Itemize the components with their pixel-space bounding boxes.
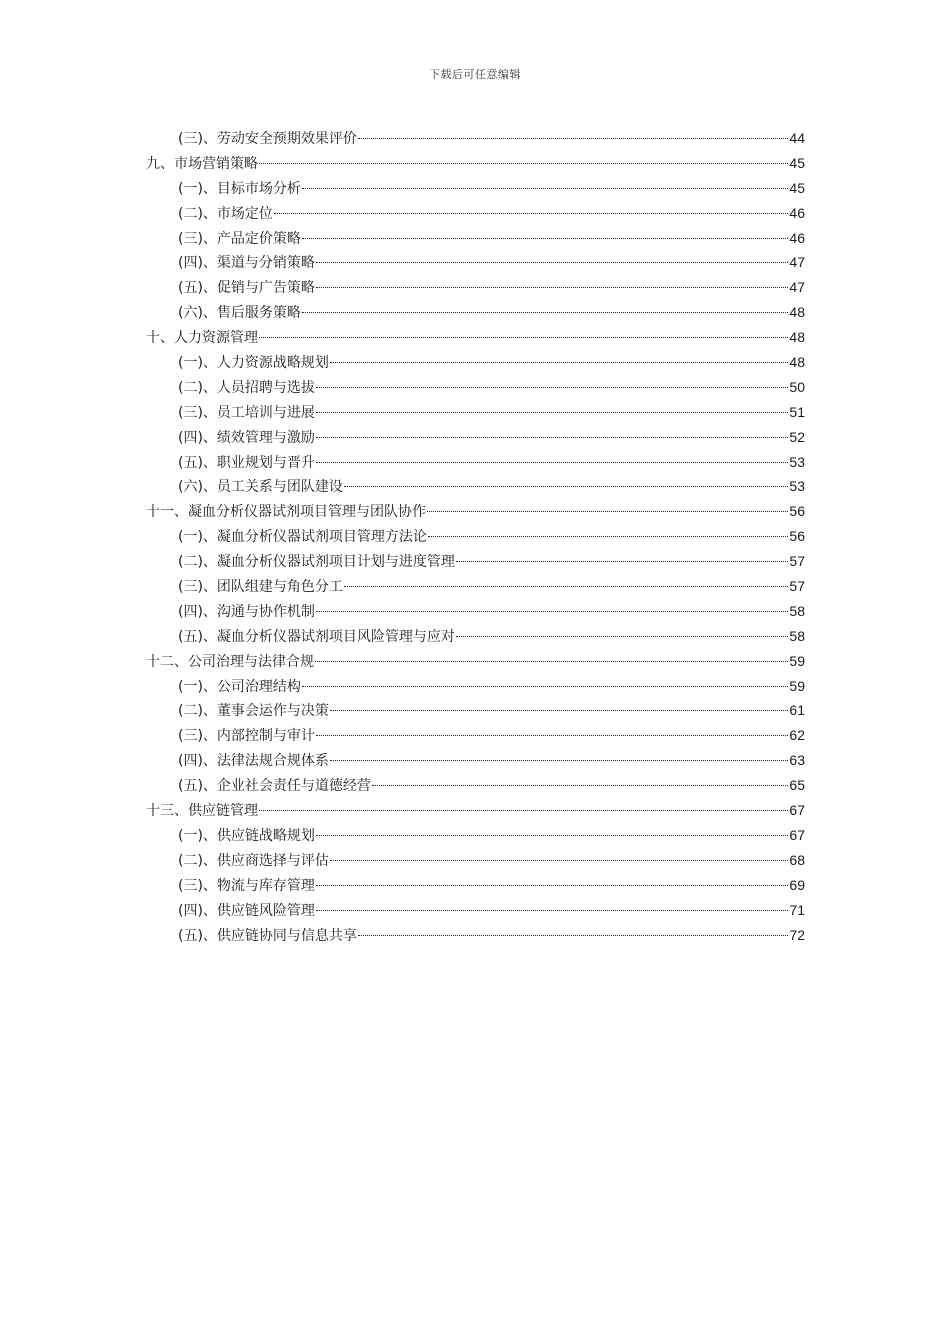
toc-chapter-entry[interactable]	[146, 151, 805, 176]
toc-section-entry[interactable]	[146, 873, 805, 898]
toc-entry-title: (六)、员工关系与团队建设	[178, 479, 343, 496]
toc-dot-leader	[316, 262, 788, 263]
toc-entry-page-number: 71	[789, 901, 805, 918]
toc-section-entry[interactable]	[146, 624, 805, 649]
toc-dot-leader	[427, 511, 788, 512]
toc-entry-page-number: 53	[789, 478, 805, 495]
toc-entry-title: 九、市场营销策略	[146, 155, 258, 172]
toc-entry-title: (二)、董事会运作与决策	[178, 703, 329, 720]
toc-dot-leader	[302, 188, 788, 189]
toc-section-entry[interactable]	[146, 723, 805, 748]
toc-dot-leader	[316, 437, 788, 438]
toc-entry-page-number: 45	[789, 154, 805, 171]
toc-entry-title: (五)、企业社会责任与道德经营	[178, 778, 371, 795]
toc-entry-title: 十一、凝血分析仪器试剂项目管理与团队协作	[146, 504, 426, 521]
toc-entry-title: (一)、人力资源战略规划	[178, 355, 329, 372]
toc-section-entry[interactable]	[146, 126, 805, 151]
toc-entry-page-number: 48	[789, 304, 805, 321]
toc-entry-title: (三)、劳动安全预期效果评价	[178, 131, 357, 147]
toc-dot-leader	[259, 163, 788, 164]
toc-entry-title: (四)、法律法规合规体系	[178, 753, 329, 770]
toc-section-entry[interactable]	[146, 226, 805, 251]
toc-section-entry[interactable]	[146, 176, 805, 201]
toc-dot-leader	[330, 710, 788, 711]
toc-section-entry[interactable]	[146, 275, 805, 300]
toc-entry-title: (五)、供应链协同与信息共享	[178, 927, 357, 944]
toc-entry-title: (一)、公司治理结构	[178, 678, 301, 695]
toc-entry-title: (四)、供应链风险管理	[178, 902, 315, 919]
toc-entry-page-number: 61	[789, 702, 805, 719]
toc-entry-page-number: 51	[789, 403, 805, 420]
toc-section-entry[interactable]	[146, 898, 805, 923]
toc-entry-page-number: 59	[789, 677, 805, 694]
toc-entry-title: (四)、沟通与协作机制	[178, 603, 315, 620]
toc-section-entry[interactable]	[146, 524, 805, 549]
toc-dot-leader	[316, 287, 788, 288]
toc-dot-leader	[344, 486, 788, 487]
toc-entry-page-number: 62	[789, 727, 805, 744]
toc-entry-title: (三)、团队组建与角色分工	[178, 579, 343, 596]
toc-entry-title: (四)、绩效管理与激励	[178, 429, 315, 446]
toc-entry-page-number: 59	[789, 652, 805, 669]
toc-entry-page-number: 45	[789, 179, 805, 196]
toc-dot-leader	[315, 661, 788, 662]
toc-dot-leader	[330, 362, 788, 363]
toc-entry-title: 十三、供应链管理	[146, 803, 258, 820]
toc-dot-leader	[259, 337, 788, 338]
toc-dot-leader	[316, 462, 788, 463]
toc-entry-title: (三)、物流与库存管理	[178, 877, 315, 894]
toc-section-entry[interactable]	[146, 698, 805, 723]
toc-entry-title: (三)、内部控制与审计	[178, 728, 315, 745]
toc-entry-title: (五)、促销与广告策略	[178, 280, 315, 297]
toc-dot-leader	[456, 636, 788, 637]
toc-section-entry[interactable]	[146, 773, 805, 798]
toc-entry-page-number: 57	[789, 553, 805, 570]
toc-entry-page-number: 53	[789, 453, 805, 470]
toc-chapter-entry[interactable]	[146, 798, 805, 823]
page-header: 下载后可任意编辑	[429, 68, 521, 81]
toc-section-entry[interactable]	[146, 201, 805, 226]
toc-dot-leader	[456, 561, 788, 562]
toc-dot-leader	[316, 885, 788, 886]
toc-entry-title: (二)、供应商选择与评估	[178, 852, 329, 869]
toc-section-entry[interactable]	[146, 599, 805, 624]
toc-section-entry[interactable]	[146, 300, 805, 325]
toc-entry-page-number: 47	[789, 254, 805, 271]
toc-dot-leader	[259, 810, 788, 811]
toc-dot-leader	[316, 735, 788, 736]
toc-entry-page-number: 50	[789, 378, 805, 395]
toc-section-entry[interactable]	[146, 848, 805, 873]
toc-entry-page-number: 67	[789, 826, 805, 843]
toc-entry-page-number: 46	[789, 229, 805, 246]
toc-dot-leader	[316, 611, 788, 612]
toc-entry-page-number: 72	[789, 926, 805, 943]
toc-entry-title: (四)、渠道与分销策略	[178, 255, 315, 272]
toc-section-entry[interactable]	[146, 250, 805, 275]
toc-entry-page-number: 57	[789, 578, 805, 595]
toc-entry-page-number: 58	[789, 602, 805, 619]
toc-section-entry[interactable]	[146, 549, 805, 574]
toc-entry-page-number: 68	[789, 851, 805, 868]
toc-dot-leader	[428, 536, 788, 537]
toc-chapter-entry[interactable]	[146, 499, 805, 524]
toc-entry-title: (一)、供应链战略规划	[178, 827, 315, 844]
toc-dot-leader	[302, 312, 788, 313]
toc-entry-page-number: 48	[789, 329, 805, 346]
toc-entry-page-number: 67	[789, 802, 805, 819]
toc-section-entry[interactable]	[146, 375, 805, 400]
toc-section-entry[interactable]	[146, 574, 805, 599]
toc-dot-leader	[358, 935, 788, 936]
toc-entry-title: (二)、凝血分析仪器试剂项目计划与进度管理	[178, 554, 455, 571]
toc-dot-leader	[316, 835, 788, 836]
toc-entry-page-number: 56	[789, 503, 805, 520]
toc-section-entry[interactable]	[146, 674, 805, 699]
toc-entry-page-number: 65	[789, 777, 805, 794]
toc-dot-leader	[302, 238, 788, 239]
toc-entry-title: (三)、产品定价策略	[178, 230, 301, 247]
toc-entry-title: (五)、职业规划与晋升	[178, 454, 315, 471]
toc-dot-leader	[372, 785, 788, 786]
table-of-contents	[146, 126, 805, 947]
toc-dot-leader	[316, 910, 788, 911]
toc-entry-page-number: 58	[789, 627, 805, 644]
toc-entry-title: (一)、目标市场分析	[178, 180, 301, 197]
toc-entry-page-number: 48	[789, 354, 805, 371]
toc-entry-title: (三)、员工培训与进展	[178, 404, 315, 421]
toc-section-entry[interactable]	[146, 400, 805, 425]
toc-dot-leader	[274, 213, 788, 214]
toc-section-entry[interactable]	[146, 923, 805, 948]
toc-chapter-entry[interactable]	[146, 649, 805, 674]
toc-dot-leader	[330, 860, 788, 861]
toc-entry-title: 十二、公司治理与法律合规	[146, 653, 314, 670]
toc-entry-page-number: 46	[789, 204, 805, 221]
toc-entry-title: (一)、凝血分析仪器试剂项目管理方法论	[178, 529, 427, 546]
toc-entry-title: (二)、市场定位	[178, 205, 273, 222]
toc-dot-leader	[358, 138, 788, 139]
toc-entry-title: (二)、人员招聘与选拔	[178, 379, 315, 396]
toc-section-entry[interactable]	[146, 748, 805, 773]
toc-dot-leader	[330, 760, 788, 761]
toc-chapter-entry[interactable]	[146, 325, 805, 350]
toc-section-entry[interactable]	[146, 425, 805, 450]
toc-entry-page-number: 47	[789, 279, 805, 296]
toc-entry-title: 十、人力资源管理	[146, 330, 258, 347]
toc-entry-page-number: 56	[789, 528, 805, 545]
toc-section-entry[interactable]	[146, 350, 805, 375]
toc-entry-title: (五)、凝血分析仪器试剂项目风险管理与应对	[178, 628, 455, 645]
toc-entry-title: (六)、售后服务策略	[178, 305, 301, 322]
toc-dot-leader	[302, 686, 788, 687]
toc-section-entry[interactable]	[146, 474, 805, 499]
toc-entry-page-number: 52	[789, 428, 805, 445]
toc-entry-page-number: 69	[789, 876, 805, 893]
toc-entry-page-number: 44	[789, 130, 805, 146]
toc-section-entry[interactable]	[146, 823, 805, 848]
toc-entry-page-number: 63	[789, 752, 805, 769]
toc-section-entry[interactable]	[146, 450, 805, 475]
toc-dot-leader	[344, 586, 788, 587]
toc-dot-leader	[316, 412, 788, 413]
toc-dot-leader	[316, 387, 788, 388]
